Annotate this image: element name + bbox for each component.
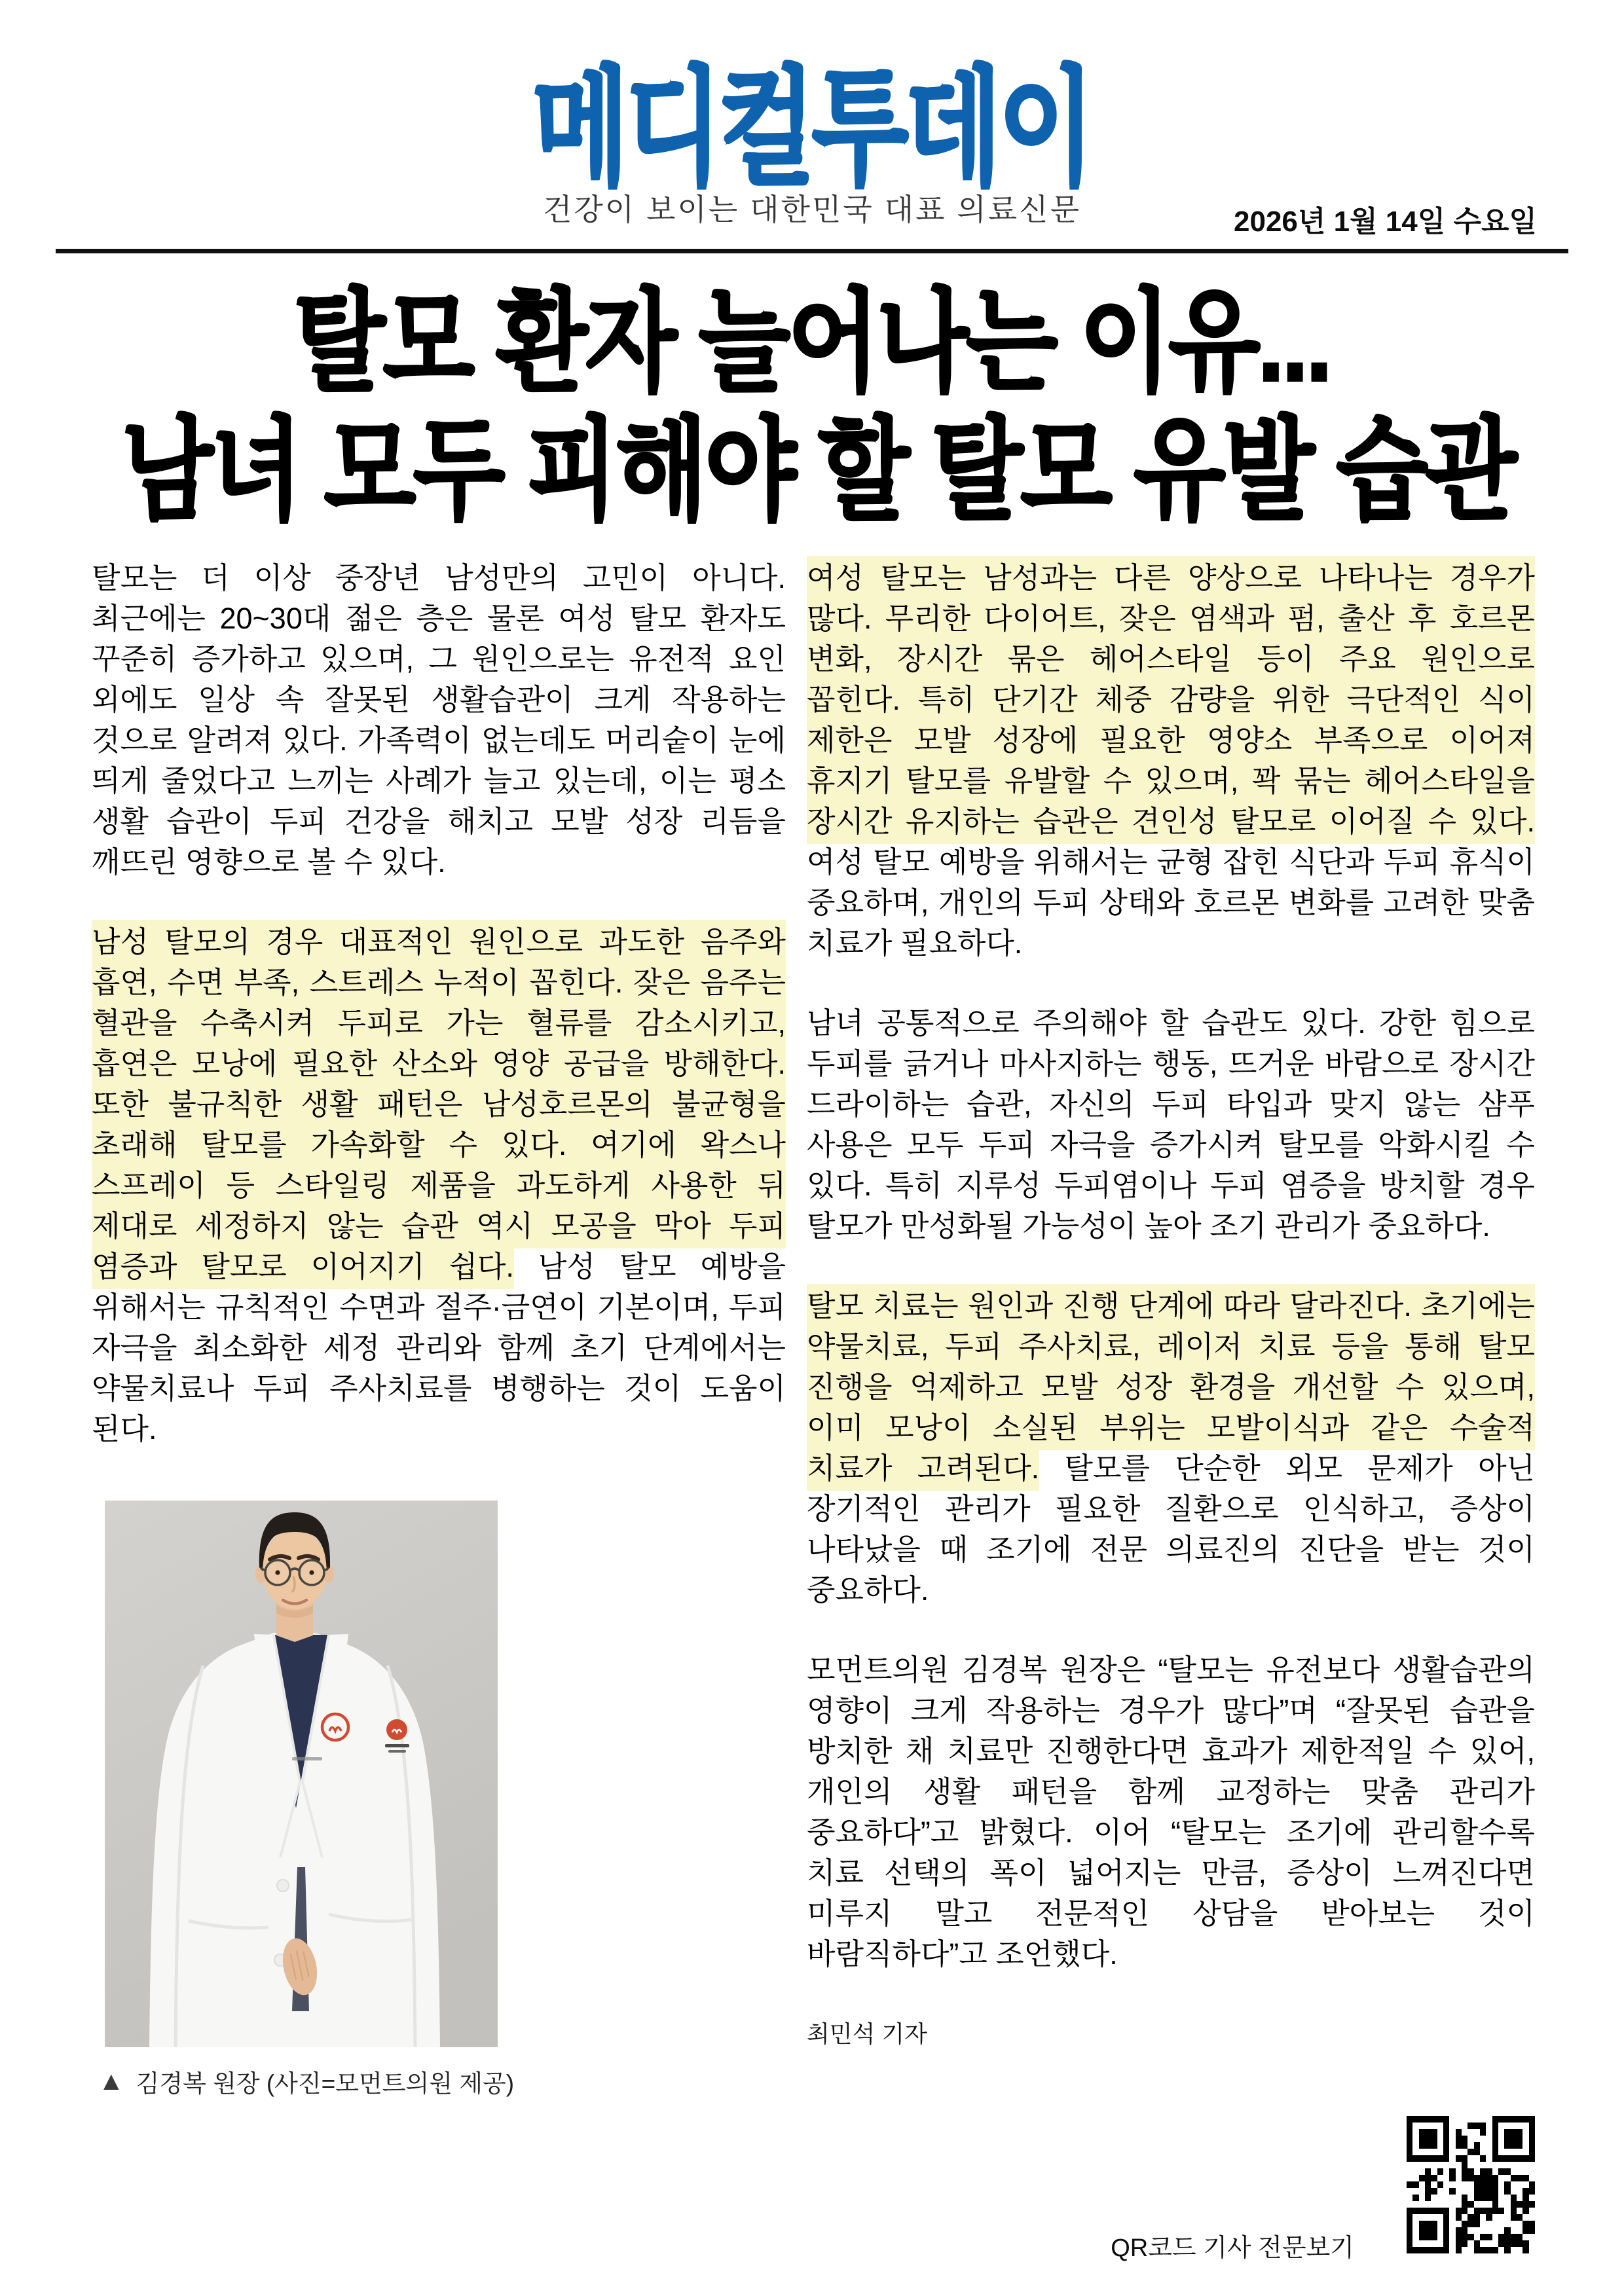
qr-label: QR코드 기사 전문보기 <box>1111 2234 1354 2262</box>
article-column-right <box>807 558 1535 2054</box>
reporter-byline: 최민석 기자 <box>807 2020 927 2047</box>
masthead-logo <box>0 57 1624 200</box>
paragraph: 남녀 공통적으로 주의해야 할 습관도 있다. 강한 힘으로 두피를 긁거나 마사지하는 행동, 뜨거운 바람으로 장시간 드라이하는 습관, 자신의 두피 타입과 맞지 않는 샴푸 사용은 모두 두피 자극을 증가시켜 탈모를 악화시킬 수 있다. 특히 지루성 두피염이나 두피 염증을 방치할 경우 탈모가 만성화될 가능성이 높아 조기 관리가 중요하다. <box>807 1006 1535 1243</box>
photo-caption-text: 김경복 원장 (사진=모먼트의원 제공) <box>136 2070 515 2097</box>
paragraph: 모먼트의원 김경복 원장은 “탈모는 유전보다 생활습관의 영향이 크게 작용하는 경우가 많다”며 “잘못된 습관을 방치한 채 치료만 진행한다면 효과가 제한적일 수 있어, 개인의 생활 패턴을 함께 교정하는 맞춤 관리가 중요하다”고 밝혔다. 이어 “탈모는 조기에 관리할수록 치료 선택의 폭이 넓어지는 만큼, 증상이 느껴진다면 미루지 말고 전문적인 상담을 받아보는 것이 바람직하다”고 조언했다. <box>807 1653 1535 1971</box>
masthead-logo-text: 메디컬투데이 <box>532 57 1092 200</box>
paragraph: 탈모는 더 이상 중장년 남성만의 고민이 아니다. 최근에는 20~30대 젊은 층은 물론 여성 탈모 환자도 꾸준히 증가하고 있으며, 그 원인으로는 유전적 요인 외에도 일상 속 잘못된 생활습관이 크게 작용하는 것으로 알려져 있다. 가족력이 없는데도 머리숱이 눈에 띄게 줄었다고 느끼는 사례가 늘고 있는데, 이는 평소 생활 습관이 두피 건강을 해치고 모발 성장 리듬을 깨뜨린 영향으로 볼 수 있다. <box>92 561 786 879</box>
paragraph: 남성 탈모의 경우 대표적인 원인으로 과도한 음주와 흡연, 수면 부족, 스트레스 누적이 꼽힌다. 잦은 음주는 혈관을 수축시켜 두피로 가는 혈류를 감소시키고, 흡연은 모낭에 필요한 산소와 영양 공급을 방해한다. 또한 불규칙한 생활 패턴은 남성호르몬의 불균형을 초래해 탈모를 가속화할 수 있다. 여기에 왁스나 스프레이 등 스타일링 제품을 과도하게 사용한 뒤 제대로 세정하지 않는 습관 역시 모공을 막아 두피 염증과 탈모로 이어지기 쉽다. 남성 탈모 예방을 위해서는 규칙적인 수면과 절주·금연이 기본이며, 두피 자극을 최소화한 세정 관리와 함께 초기 단계에서는 약물치료나 두피 주사치료를 병행하는 것이 도움이 된다. <box>92 922 786 1449</box>
issue-date: 2026년 1월 14일 수요일 <box>1234 206 1537 238</box>
qr-code <box>1407 2116 1535 2253</box>
doctor-photo-illustration <box>105 1501 498 2047</box>
article-column-left <box>92 558 786 1489</box>
headline-line-2: 남녀 모두 피해야 할 탈모 유발 습관 <box>122 409 1515 533</box>
doctor-photo <box>105 1501 498 2047</box>
article-headline <box>122 278 1515 535</box>
header-divider <box>56 249 1568 253</box>
headline-line-1: 탈모 환자 늘어나는 이유... <box>293 280 1331 405</box>
caption-triangle-icon: ▲ <box>98 2067 124 2096</box>
masthead-tagline: 건강이 보이는 대한민국 대표 의료신문 <box>542 192 1082 227</box>
photo-caption <box>98 2064 514 2099</box>
paragraph: 탈모 치료는 원인과 진행 단계에 따라 달라진다. 초기에는 약물치료, 두피 주사치료, 레이저 치료 등을 통해 탈모 진행을 억제하고 모발 성장 환경을 개선할 수 있으며, 이미 모낭이 소실된 부위는 모발이식과 같은 수술적 치료가 고려된다. 탈모를 단순한 외모 문제가 아닌 장기적인 관리가 필요한 질환으로 인식하고, 증상이 나타났을 때 조기에 전문 의료진의 진단을 받는 것이 중요하다. <box>807 1286 1535 1611</box>
paragraph: 여성 탈모는 남성과는 다른 양상으로 나타나는 경우가 많다. 무리한 다이어트, 잦은 염색과 펌, 출산 후 호르몬 변화, 장시간 묶은 헤어스타일 등이 주요 원인으로 꼽힌다. 특히 단기간 체중 감량을 위한 극단적인 식이 제한은 모발 성장에 필요한 영양소 부족으로 이어져 휴지기 탈모를 유발할 수 있으며, 꽉 묶는 헤어스타일을 장시간 유지하는 습관은 견인성 탈모로 이어질 수 있다. 여성 탈모 예방을 위해서는 균형 잡힌 식단과 두피 휴식이 중요하며, 개인의 두피 상태와 호르몬 변화를 고려한 맞춤 치료가 필요하다. <box>807 558 1535 964</box>
